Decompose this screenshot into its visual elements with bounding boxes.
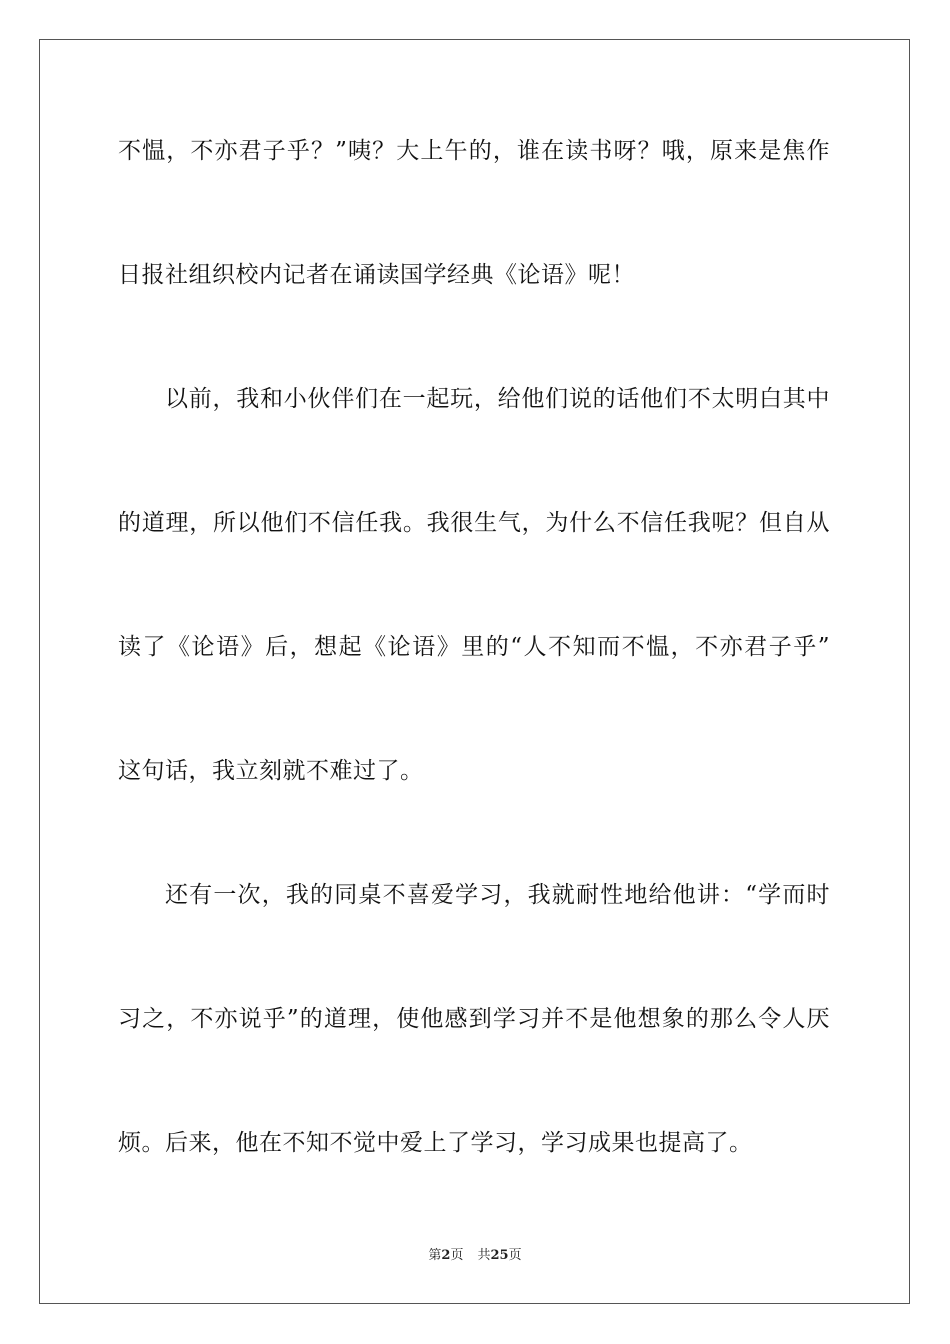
total-page-count: 25 xyxy=(490,1248,509,1263)
text-line-1: 不愠，不亦君子乎？”咦？大上午的，谁在读书呀？哦，原来是焦作 xyxy=(118,138,830,164)
current-page-number: 2 xyxy=(441,1248,451,1263)
page-footer xyxy=(0,1247,950,1265)
text-line-4: 的道理，所以他们不信任我。我很生气，为什么不信任我呢？但自从 xyxy=(118,510,830,536)
text-line-5: 读了《论语》后，想起《论语》里的“人不知而不愠，不亦君子乎” xyxy=(118,634,830,660)
text-line-9: 烦。后来，他在不知不觉中爱上了学习，学习成果也提高了。 xyxy=(118,1130,753,1156)
text-line-2: 日报社组织校内记者在诵读国学经典《论语》呢！ xyxy=(118,262,635,288)
page-prefix: 第 xyxy=(428,1248,442,1263)
text-line-3: 以前，我和小伙伴们在一起玩，给他们说的话他们不太明白其中 xyxy=(165,386,830,412)
total-prefix: 共 xyxy=(477,1248,491,1263)
page-unit: 页 xyxy=(450,1248,464,1263)
text-line-8: 习之，不亦说乎”的道理，使他感到学习并不是他想象的那么令人厌 xyxy=(118,1006,830,1032)
total-unit: 页 xyxy=(508,1248,522,1263)
text-line-6: 这句话，我立刻就不难过了。 xyxy=(118,758,424,784)
page-border xyxy=(39,39,910,1304)
text-line-7: 还有一次，我的同桌不喜爱学习，我就耐性地给他讲：“学而时 xyxy=(165,882,830,908)
